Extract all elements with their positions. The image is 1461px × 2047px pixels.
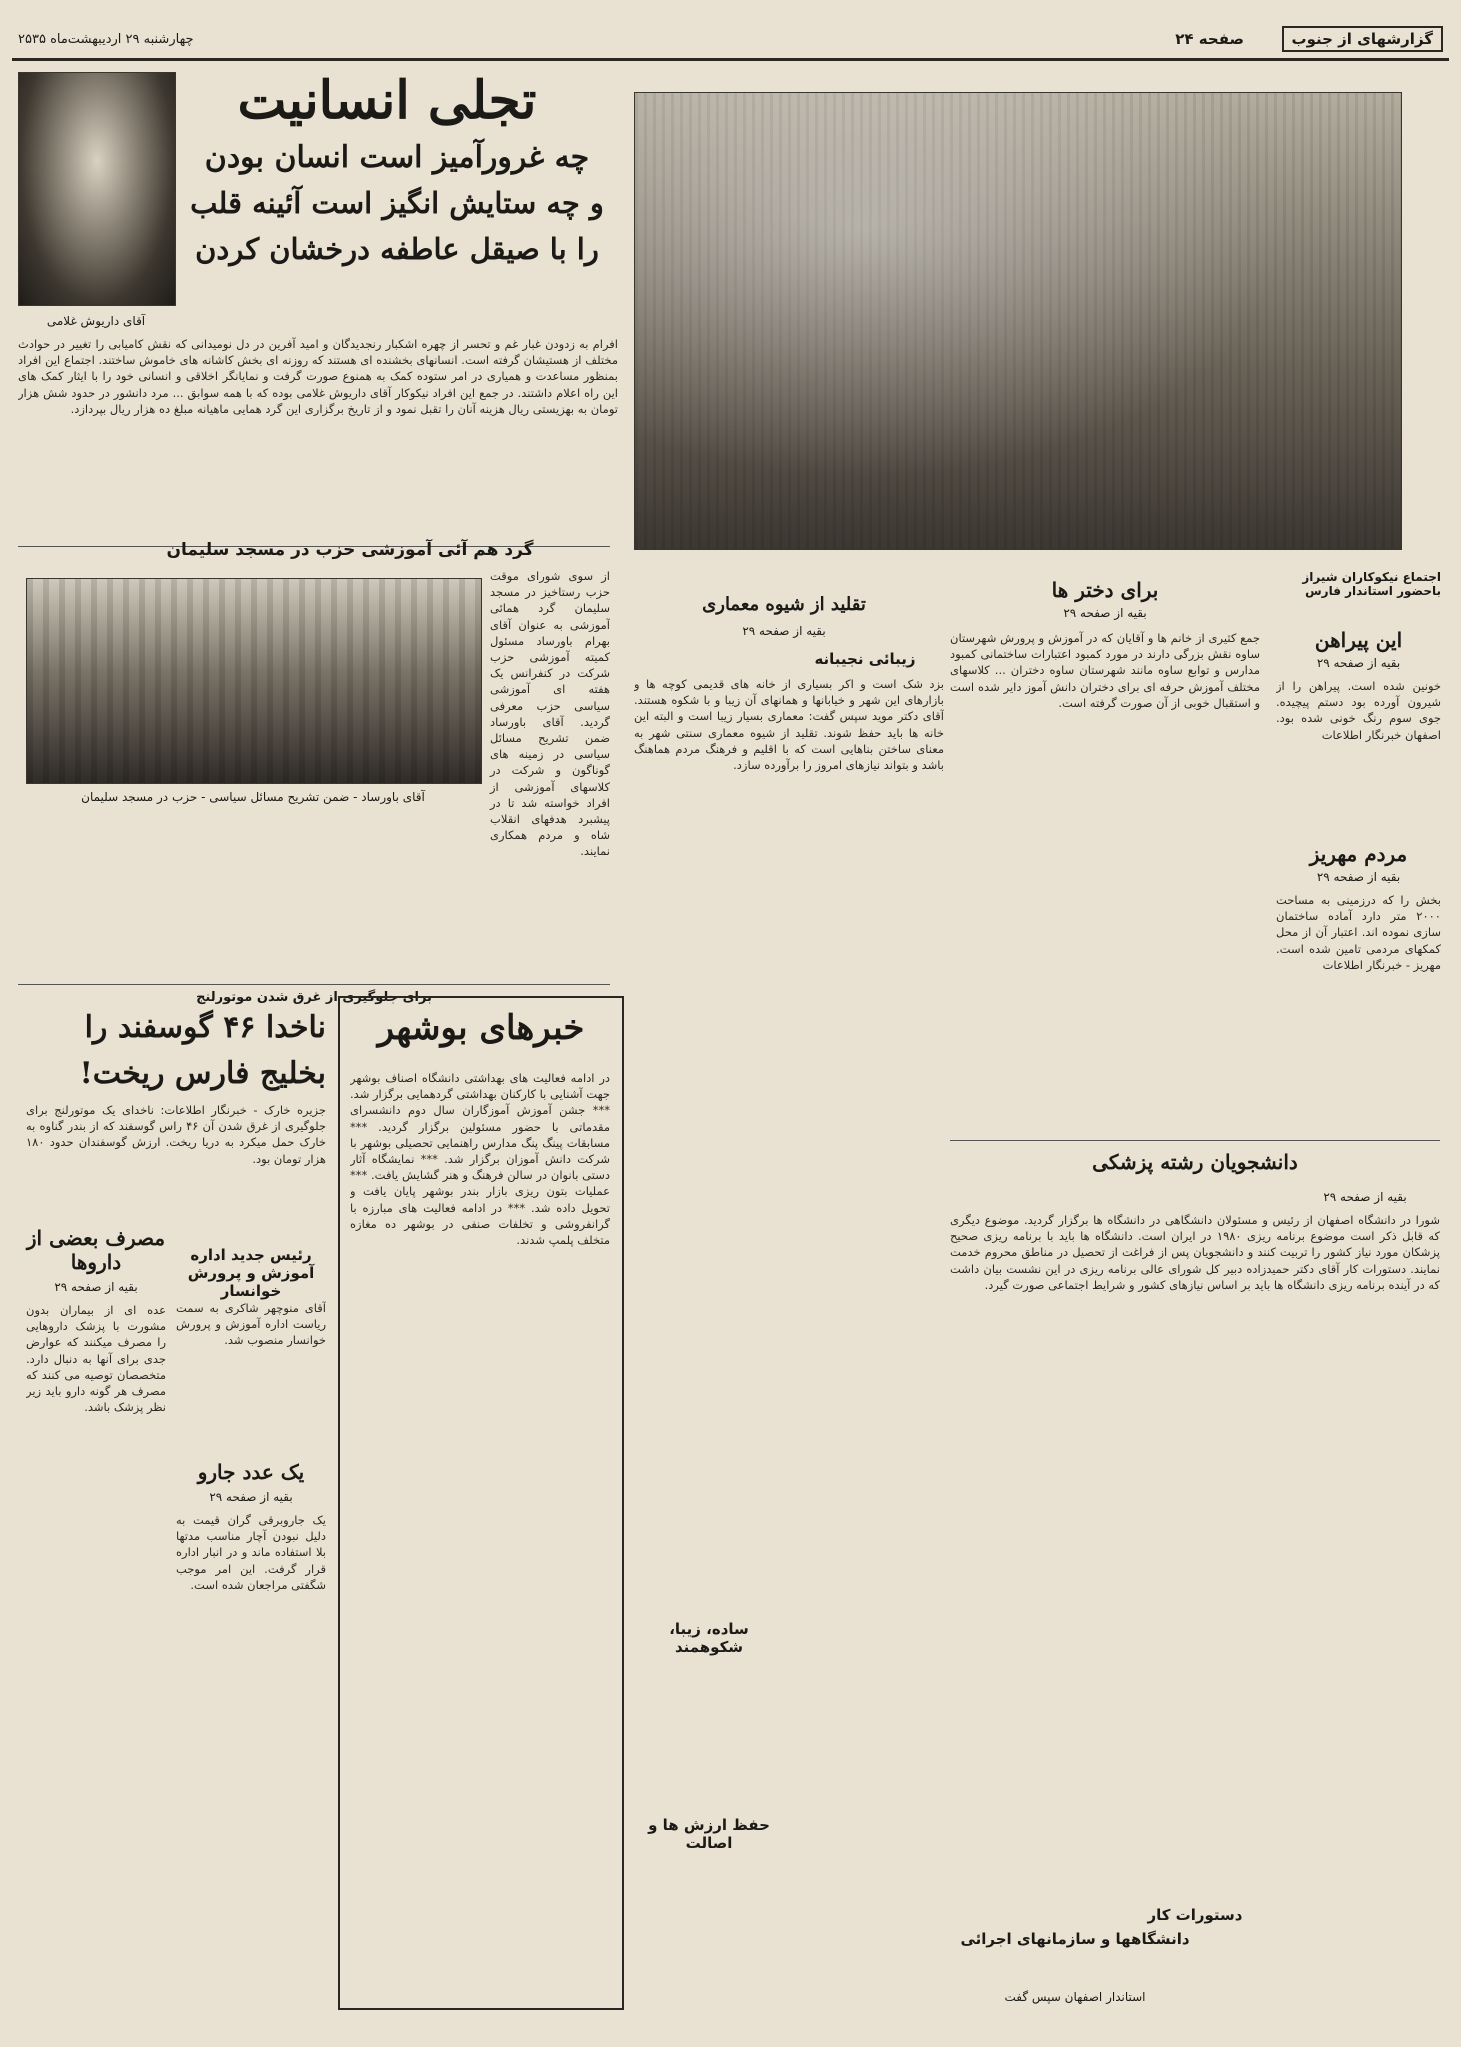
main-headline: تجلی انسانیت: [237, 70, 537, 131]
sheep-body: جزیره خارک - خبرنگار اطلاعات: ناخدای یک موتورلنج برای جلوگیری از غرق شدن آن ۴۶ راس گوسفند که از بندر گناوه به خارک حمل میکرد به دریا ریخت. ارزش گوسفندان حدود ۱۸۰ هزار تومان بود.: [26, 1103, 326, 1166]
dokhtar-continued: بقیه از صفحه ۲۹: [1063, 606, 1147, 620]
pirahan-headline: این پیراهن: [1314, 628, 1403, 652]
daneshjooyan-body: شورا در دانشگاه اصفهان از رئیس و مسئولان دانشگاهی در دانشگاه ها برگزار گردید. موضوع دیگری که قابل ذکر است موضوع برنامه ریزی ۱۹۸۰ در ایران است. دانشگاه ها باید با برنامه ریزی صحیح پزشکان مورد نیاز کشور را تربیت کنند و دانشجویان پس از فراغت از تحصیل در مناطق محروم خدمت نمایند. دستورات کار آقای دکتر حمیدزاده دبیر کل شورای عالی برنامه ریزی در این نشست بیان داشت که در آینده برنامه ریزی دانشگاه ها باید بر اساس نیازهای کشور و شرایط اجتماعی صورت گیرد.: [950, 1213, 1440, 1292]
page-number: صفحه ۲۴: [1175, 30, 1244, 48]
dokhtar-headline: برای دختر ها: [1051, 578, 1159, 602]
bushehr-headline: خبرهای بوشهر: [377, 1008, 585, 1048]
mehriz-headline: مردم مهریز: [1309, 842, 1408, 866]
main-subhead-2: و چه ستایش انگیز است آئینه قلب: [190, 186, 604, 220]
jaro-continued: بقیه از صفحه ۲۹: [209, 1490, 293, 1504]
pirahan-continued: بقیه از صفحه ۲۹: [1316, 656, 1401, 670]
memari-continued: بقیه از صفحه ۲۹: [742, 624, 826, 638]
memari-body: بزد شک است و اکر بسیاری از خانه های قدیمی کوچه ها و بازارهای این شهر و خیابانها و همانهای آن زیبا و با شکوه هستند. آقای دکتر موید سپس گفت: معماری بسیار زیبا است و البته این خانه ها باید حفظ شوند. تقلید از شیوه معماری سنتی شهر به معنای ساختن بناهایی است که با اقلیم و فرهنگ مردم هماهنگ باشد و بتواند نیازهای امروز را برآورده سازد.: [634, 677, 944, 773]
memari-sub-3: حفظ ارزش ها و اصالت: [648, 1816, 770, 1852]
daneshjooyan-footer: استاندار اصفهان سپس گفت: [1004, 1990, 1146, 2004]
masthead: [12, 24, 1449, 54]
memari-sub-1: زیبائی نجیبانه: [814, 650, 916, 668]
daneshjooyan-headline: دانشجویان رشته پزشکی: [1092, 1150, 1298, 1174]
hezb-body: از سوی شورای موقت حزب رستاخیز در مسجد سلیمان گرد همائی آموزشی به عنوان آقای بهرام باورساد مسئول کمیته آموزشی حزب شرکت در کنفرانس یک هفته ای آموزشی سیاسی حزب معرفی گردید. آقای باورساد ضمن تشریح مسائل سیاسی در زمینه های گوناگون و شرکت در کلاسهای آموزشی از افراد خواسته شد تا در پیشبرد هدفهای انقلاب شاه و مردم همکاری نمایند.: [490, 569, 610, 859]
hezb-headline: گرد هم آئی آموزشی حزب در مسجد سلیمان: [166, 540, 534, 560]
main-subhead-1: چه غرورآمیز است انسان بودن: [204, 140, 590, 175]
jaro-headline: یک عدد جارو: [197, 1460, 305, 1484]
masraf-continued: بقیه از صفحه ۲۹: [54, 1280, 138, 1294]
masraf-headline: مصرف بعضی از داروها: [26, 1226, 166, 1274]
bushehr-body: در ادامه فعالیت های بهداشتی دانشگاه اصناف بوشهر جهت آشنایی با کارکنان بهداشتی گردهمایی برگزار شد. *** جشن آموزش آموزگاران سال دوم دانشسرای مقدماتی با حضور مسئولین برگزار گردید. *** مسابقات پینگ پنگ مدارس راهنمایی تحصیلی بوشهر با شرکت دانش آموزان برگزار شد. *** نمایشگاه آثار دستی بانوان در سالن فرهنگ و هنر گشایش یافت. *** عملیات بتون ریزی بازار بندر بوشهر پایان یافت و تحویل داده شد. *** در ادامه فعالیت های مبارزه با گرانفروشی و تخلفات صنفی در بوشهر ده مغازه متخلف پلمپ شدند.: [350, 1071, 610, 1248]
memari-sub-2: ساده، زیبا، شکوهمند: [669, 1620, 749, 1656]
memari-headline: تقلید از شیوه معماری: [702, 594, 866, 615]
nikukaran-photo: [634, 92, 1402, 550]
daneshjooyan-sub-1: دستورات کار: [1147, 1906, 1243, 1924]
masraf-body: عده ای از بیماران بدون مشورت با پزشک داروهایی را مصرف میکنند که عوارض جدی برای آنها به دنبال دارد. متخصصان توصیه می کنند که مصرف هر گونه دارو باید زیر نظر پزشک باشد.: [26, 1303, 166, 1415]
daneshjooyan-continued: بقیه از صفحه ۲۹: [1323, 1190, 1407, 1204]
raees-body: آقای منوچهر شاکری به سمت ریاست اداره آموزش و پرورش خوانسار منصوب شد.: [176, 1301, 326, 1348]
sheep-headline-1: ناخدا ۴۶ گوسفند را: [84, 1010, 326, 1045]
sheep-divider: [18, 984, 610, 985]
pirahan-body: خونین شده است. پیراهن را از شیرون آورده بود دستم پیچیده. جوی سوم رنگ خونی شده بود. اصفهان خبرنگار اطلاعات: [1276, 679, 1441, 742]
mehriz-body: بخش را که درزمینی به مساحت ۲۰۰۰ متر دارد آماده ساختمان سازی نموده اند. اعتبار آن از محل کمکهای مردمی تامین شده است. مهریز - خبرنگار اطلاعات: [1276, 893, 1441, 972]
sheep-kicker: برای جلوگیری از غرق شدن موتورلنج: [196, 990, 432, 1005]
main-body: افرام به زدودن غبار غم و تحسر از چهره اشکبار رنجدیدگان و امید آفرین در دل نومیدانی که نقش کامیابی را تغییر در حوادث مختلف از هستیشان گرفته است. انسانهای بخشنده ای هستند که روزنه ای بخش کاشانه های خاموش ساختند. اجتماع این افراد بمنظور مساعدت و همیاری در امر ستوده کمک به همنوع صورت گرفت و نمایانگر اخلاقی و انسانی خود را با ایثار کمک های این راه اعلام داشتند. در جمع این افراد نیکوکار آقای داریوش غلامی بوده که با همه سوابق ... مرد دانشور در حدود شش هزار تومان به بهزیستی ریال هزینه آنان را تقبل نمود و از تاریخ برگزاری این گرد همایی ماهیانه مبلغ ده هزار ریال بپردازد.: [18, 337, 618, 416]
section-label: گزارشهای از جنوب: [1282, 26, 1444, 52]
main-photo-caption: اجتماع نیکوکاران شیراز باحضور استاندار فارس: [1302, 570, 1441, 598]
daneshjooyan-divider: [950, 1140, 1440, 1141]
daneshjooyan-sub-2: دانشگاهها و سازمانهای اجرائی: [960, 1930, 1190, 1948]
portrait-photo: [18, 72, 176, 306]
issue-date: چهارشنبه ۲۹ اردیبهشت‌ماه ۲۵۳۵: [18, 32, 194, 47]
portrait-caption: آقای داریوش غلامی: [46, 314, 146, 328]
jaro-body: یک جاروبرقی گران قیمت به دلیل نبودن آچار مناسب مدتها بلا استفاده ماند و در انبار اداره قرار گرفت. این امر موجب شگفتی مراجعان شده است.: [176, 1513, 326, 1592]
dokhtar-body: جمع کثیری از خانم ها و آقایان که در آموزش و پرورش شهرستان ساوه نقش بزرگی دارند در مورد کمبود اعتبارات ساختمانی کمبود مدارس و توابع ساوه مانند شهرستان ساوه دختران ... کلاسهای مختلف آموزش حرفه ای برای دختران دانش آموز دایر شده است و استقبال خوبی از آن صورت گرفته است.: [950, 631, 1260, 710]
sheep-headline-2: بخلیج فارس ریخت!: [79, 1056, 326, 1091]
main-subhead-3: را با صیقل عاطفه درخشان کردن: [195, 232, 599, 266]
raees-headline: رئیس جدید اداره آموزش و پرورش خوانسار: [187, 1246, 315, 1300]
mehriz-continued: بقیه از صفحه ۲۹: [1316, 870, 1401, 884]
masthead-rule: [12, 58, 1449, 61]
hezb-caption: آقای باورساد - ضمن تشریح مسائل سیاسی - حزب در مسجد سلیمان: [81, 790, 425, 804]
